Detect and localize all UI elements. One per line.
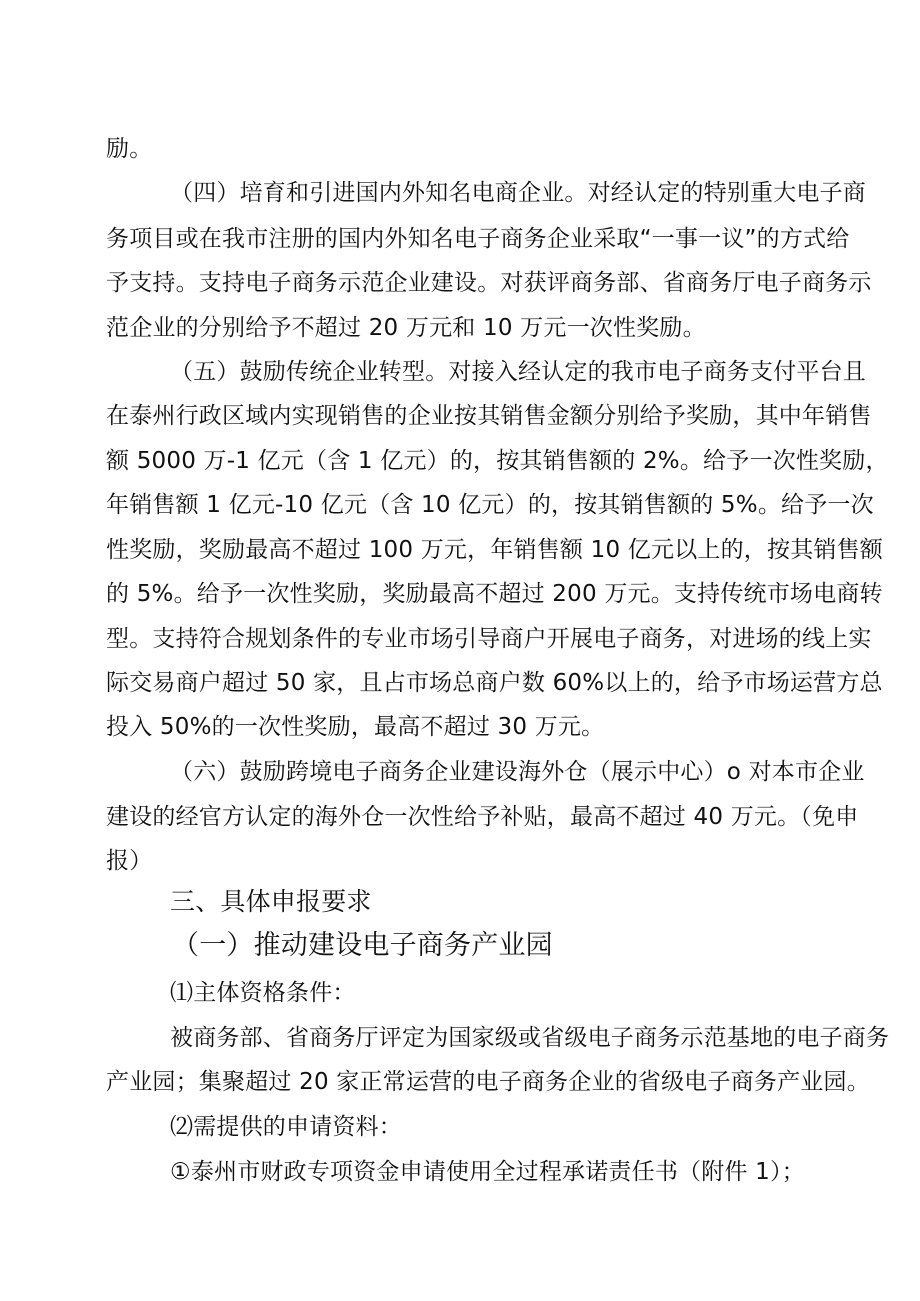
paragraph-line: 务项目或在我市注册的国内外知名电子商务企业采取“一事一议”的方式给 (106, 226, 850, 252)
paragraph-line: 际交易商户超过 50 家，且占市场总商户数 60%以上的，给予市场运营方总 (106, 670, 883, 696)
paragraph-line: （六）鼓励跨境电子商务企业建设海外仓（展示中心）o 对本市企业 (170, 759, 865, 785)
list-item: ①泰州市财政专项资金申请使用全过程承诺责任书（附件 1）； (170, 1159, 805, 1185)
paragraph-line: （五）鼓励传统企业转型。对接入经认定的我市电子商务支付平台且 (170, 359, 866, 385)
paragraph-line: 型。支持符合规划条件的专业市场引导商户开展电子商务，对进场的线上实 (106, 626, 872, 652)
paragraph-line: 产业园；集聚超过 20 家正常运营的电子商务企业的省级电子商务产业园。 (106, 1069, 870, 1095)
item-heading: ⑵需提供的申请资料： (170, 1114, 402, 1140)
paragraph-line: 额 5000 万-1 亿元（含 1 亿元）的，按其销售额的 2%。给予一次性奖励， (106, 448, 889, 474)
paragraph-line: （四）培育和引进国内外知名电商企业。对经认定的特别重大电子商 (170, 180, 866, 206)
paragraph-line: 性奖励，奖励最高不超过 100 万元，年销售额 10 亿元以上的，按其销售额 (106, 537, 884, 563)
paragraph-line: 报） (106, 848, 153, 874)
section-heading: 三、具体申报要求 (170, 887, 372, 916)
paragraph-line: 予支持。支持电子商务示范企业建设。对获评商务部、省商务厅电子商务示 (106, 270, 872, 296)
paragraph-line: 投入 50%的一次性奖励，最高不超过 30 万元。 (106, 714, 605, 740)
paragraph-line: 年销售额 1 亿元-10 亿元（含 10 亿元）的，按其销售额的 5%。给予一次 (106, 492, 874, 518)
paragraph-line: 励。 (106, 136, 153, 162)
paragraph-line: 在泰州行政区域内实现销售的企业按其销售金额分别给予奖励，其中年销售 (106, 403, 872, 429)
paragraph-line: 被商务部、省商务厅评定为国家级或省级电子商务示范基地的电子商务 (170, 1025, 890, 1051)
paragraph-line: 范企业的分别给予不超过 20 万元和 10 万元一次性奖励。 (106, 315, 706, 341)
subsection-heading: （一）推动建设电子商务产业园 (172, 930, 553, 961)
paragraph-line: 的 5%。给予一次性奖励，奖励最高不超过 200 万元。支持传统市场电商转 (106, 581, 883, 607)
item-heading: ⑴主体资格条件： (170, 980, 356, 1006)
paragraph-line: 建设的经官方认定的海外仓一次性给予补贴，最高不超过 40 万元。（免申 (106, 804, 859, 830)
